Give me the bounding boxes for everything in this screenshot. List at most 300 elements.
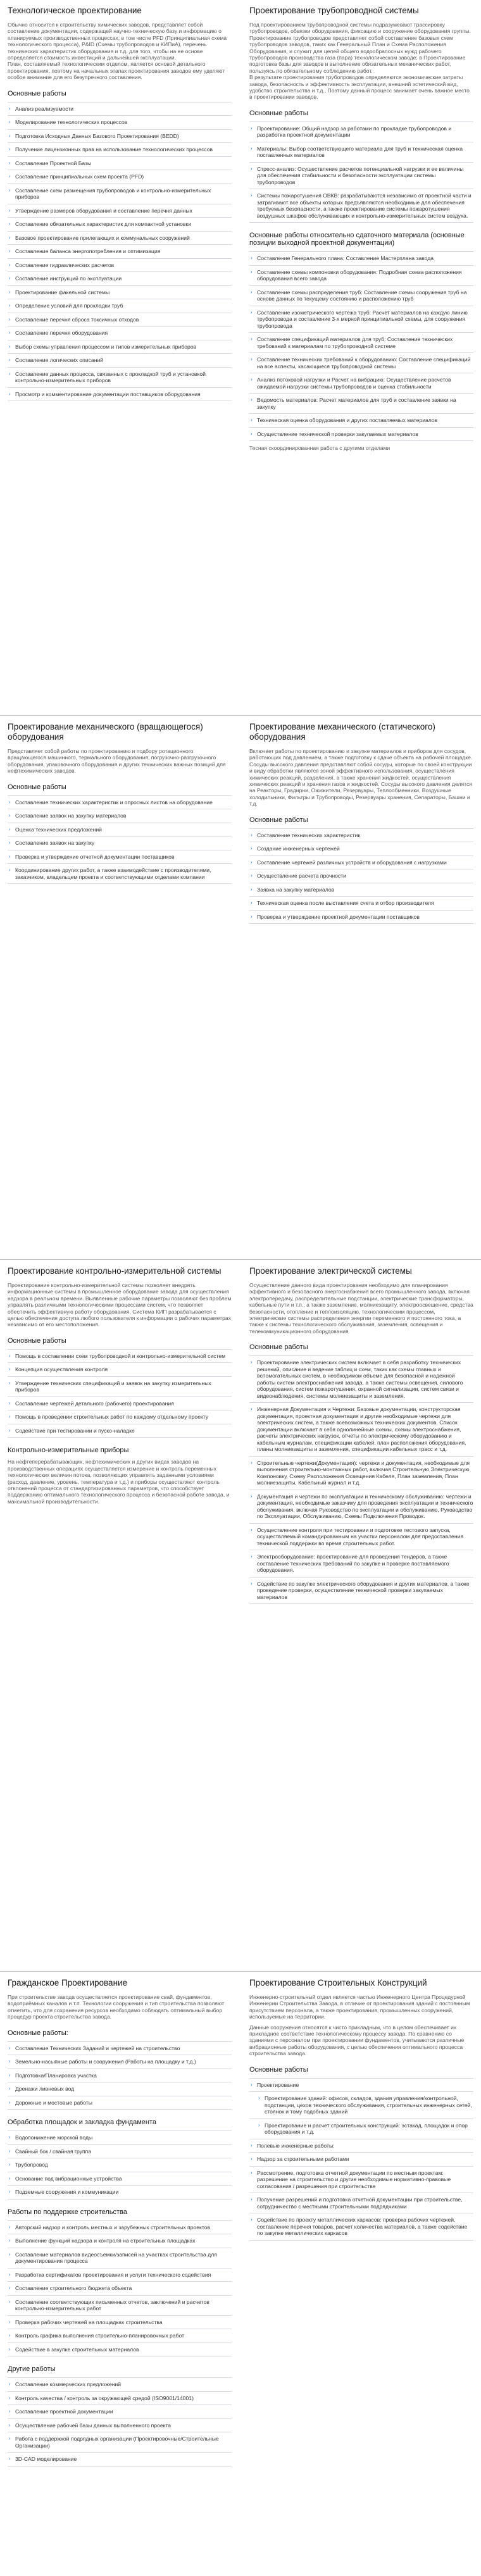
section-3 <box>0 1259 481 1962</box>
list-item-text: Оценка технических предложений <box>15 826 102 833</box>
bullet-chevron-icon: › <box>251 145 253 151</box>
bullet-chevron-icon: › <box>251 1580 253 1586</box>
bullet-chevron-icon: › <box>251 430 253 437</box>
list-item-text: Моделирование технологических процессов <box>15 119 128 126</box>
list-item <box>8 2316 232 2330</box>
list-item-text: Надзор за строительными работами <box>257 2156 349 2163</box>
list-item-text: Содействие по закупке электрического оборудования и других материалов, а также проведение проверки, осуществление технической проверки закупаемых материалов <box>257 1580 470 1600</box>
list-item <box>8 2432 232 2453</box>
list-item-text: Помощь в составлении схем трубопроводной и контрольно-измерительной систем <box>15 1352 226 1359</box>
bullet-chevron-icon: › <box>9 2251 11 2257</box>
list-item-text: Осуществление технической проверки закупаемых материалов <box>257 430 418 437</box>
bullet-chevron-icon: › <box>251 397 253 403</box>
intro-paragraph: При строительстве завода осуществляется проектирование свай, фундаментов, водоприёмных каналов и т.п. Технологии сооружения и тип строительства позволяют отметить, что для сохранения ресурсов необходимо соблюдать оптимальный выбор процедур проекта строительства завода. <box>8 1994 225 2020</box>
bullet-chevron-icon: › <box>9 1352 11 1359</box>
structural-design-title: Проектирование Строительных Конструкций <box>249 1978 427 1988</box>
bullet-chevron-icon: › <box>9 187 11 193</box>
bullet-chevron-icon: › <box>9 2175 11 2181</box>
list-item <box>8 313 232 327</box>
bullet-chevron-icon: › <box>251 900 253 906</box>
bullet-chevron-icon: › <box>9 2072 11 2078</box>
list-item <box>249 266 473 286</box>
bullet-chevron-icon: › <box>9 2134 11 2141</box>
list-item-text: Составление соответствующих письменных отчетов, заключений и расчетов контрольно-измерительных работ <box>15 2298 209 2312</box>
list-item <box>249 428 473 442</box>
list-item-text: Инженерная Документация и Чертежи: Базовые документации, конструкторская документация, проектная документация и другие необходимые чертежи для электрических систем, а также всевозможных технических документов. Список документации включает в себя однолинейные схемы, схемы электроснабжения, расчеты электрических нагрузок, отчеты по электрическому оборудованию и кабельным журналам, спецификации кабелей, план расположения оборудования, планы молниезащиты и заземления, спецификации кабельных трасс и т.д. <box>257 1406 466 1453</box>
other-works-list <box>8 2377 232 2467</box>
instrumentation-column <box>0 1260 240 1962</box>
list-item <box>249 2213 473 2241</box>
list-item <box>8 1397 232 1411</box>
bullet-chevron-icon: › <box>9 2456 11 2462</box>
list-item-text: Составление Генерального плана: Составление Мастерплана завода <box>257 255 434 262</box>
bullet-chevron-icon: › <box>9 370 11 376</box>
list-item <box>8 1377 232 1397</box>
list-item-text: Подземные сооружения и коммуникации <box>15 2189 119 2196</box>
bullet-chevron-icon: › <box>9 302 11 309</box>
list-item <box>8 2158 232 2172</box>
static-equipment-list <box>249 828 473 924</box>
rotating-equipment-list <box>8 795 232 885</box>
list-item <box>8 2419 232 2433</box>
list-item <box>249 2139 473 2153</box>
bullet-chevron-icon: › <box>9 2332 11 2339</box>
list-item <box>249 911 473 924</box>
list-item-text: Проектирование и расчет строительных конструкций: эстакад, площадок и опор оборудования и т.д. <box>265 2122 468 2136</box>
static-equipment-column <box>240 716 481 1253</box>
list-item <box>8 1410 232 1424</box>
list-item <box>8 388 232 402</box>
intro-paragraph: Обычно относится к строительству химических заводов, представляет собой составление документации, содержащей научно-техническую базу и информацию о планируемых производственных процессах, в том числе PFD (Принципиальная схема технологического процесса), P&ID (Схемы трубопроводов и КИПиА), перечень технических характеристик оборудования и т.д. для того, чтобы на ее основе определяется стоимость инвестиций и дальнейшей эксплуатации. <box>8 22 227 61</box>
bullet-chevron-icon: › <box>9 2318 11 2325</box>
list-item <box>8 2405 232 2419</box>
list-item <box>8 2055 232 2069</box>
bullet-chevron-icon: › <box>251 913 253 919</box>
section-1 <box>0 0 481 712</box>
list-item <box>8 299 232 313</box>
list-item <box>249 286 473 306</box>
bullet-chevron-icon: › <box>9 2298 11 2305</box>
bullet-chevron-icon: › <box>9 261 11 268</box>
list-title: Основные работы <box>249 109 308 117</box>
list-item <box>249 122 473 142</box>
bullet-chevron-icon: › <box>9 159 11 166</box>
intro-paragraph: Сосуды высокого давления представляют собой сосуды, которые по своей конструкции и виду обработки являются зоной эффективного использования, осуществления химических реакций, разделения, а также хранения жидкостей, осуществления химических реакций и хранения газов и жидкостей. Сосуды высокого давления делятся на Реакторы, Градирни, Ожижители, Резервуары, Теплообменники, Воздушные холодильники, Фильтры и Трубопроводы, Резервуары хранения, Сепараторы, Башни и т.д. <box>249 761 472 807</box>
bullet-chevron-icon: › <box>9 221 11 227</box>
bullet-chevron-icon: › <box>251 845 253 852</box>
bullet-chevron-icon: › <box>9 1427 11 1433</box>
list-item-text: Заявка на закупку материалов <box>257 886 335 893</box>
list-item <box>249 394 473 414</box>
list-item-text: Составление данных процесса, связанных с прокладкой труб и установкой контрольно-измерительных приборов <box>15 370 206 384</box>
list-item <box>249 829 473 843</box>
list-item-text: Содействие по проекту металлических каркасов: проверка рабочих чертежей, составление перечня товаров, расчет количества материалов, а также содействие по закупке металлических каркасов <box>257 2217 468 2237</box>
bullet-chevron-icon: › <box>9 343 11 349</box>
list-item-text: Дорожные и мостовые работы <box>15 2099 92 2106</box>
bullet-chevron-icon: › <box>9 812 11 819</box>
list-item-text: Составление заявок на закупку <box>15 840 95 847</box>
list-item <box>8 116 232 130</box>
list-item-text: Составление коммерческих предложений <box>15 2381 122 2388</box>
bullet-chevron-icon: › <box>251 268 253 275</box>
list-title: Основные работы <box>8 783 66 791</box>
list-item <box>249 2092 473 2119</box>
static-equipment-intro <box>249 748 473 807</box>
electrical-title: Проектирование электрической системы <box>249 1266 412 1276</box>
list-item <box>8 1350 232 1364</box>
bullet-chevron-icon: › <box>251 356 253 363</box>
bullet-chevron-icon: › <box>9 105 11 111</box>
section-4 <box>0 1971 481 2576</box>
bullet-chevron-icon: › <box>9 390 11 397</box>
list-title: Основные работы <box>249 2065 308 2074</box>
list-item-text: Составление схемы компоновки оборудования: Подробная схема расположения оборудования всего завода <box>257 268 462 282</box>
list-item <box>249 1457 473 1490</box>
list-item <box>249 897 473 911</box>
list-item-text: Помощь в проведении строительных работ по каждому отдельному проекту <box>15 1414 209 1421</box>
electrical-intro <box>249 1282 473 1335</box>
list-item-text: Системы пожаротушения ОВКВ: разрабатываются независимо от проектной части и затрагивают все объекты которых предъявляются необходимые для обеспечения требуемых безопасности, а также проектирование системы пожаротушения воздушных шкафов обслуживающих и контрольно-измерительных систем воздуха. <box>257 192 472 219</box>
intro-paragraph: Представляет собой работы по проектированию и подбору ротационного вращающегося машинного, термального оборудования, погрузочно-разгрузочного оборудования, упаковочного оборудования и других технических важных позиций для нефтехимических заводов. <box>8 748 226 775</box>
list-item-text: Составление логических описаний <box>15 357 104 364</box>
list-item-text: Составление спецификаций материалов для труб: Составление технических требований к материалам по трубопроводной системе <box>257 336 453 349</box>
list-item <box>8 340 232 354</box>
list-item-text: Содействие в закупке строительных материалов <box>15 2346 139 2353</box>
bullet-chevron-icon: › <box>9 2044 11 2051</box>
list-title: Другие работы <box>8 2365 56 2374</box>
list-item <box>8 218 232 232</box>
bullet-chevron-icon: › <box>9 2285 11 2291</box>
list-item-text: Составление Проектной Базы <box>15 159 92 166</box>
bullet-chevron-icon: › <box>9 2237 11 2244</box>
list-item <box>8 184 232 204</box>
list-item <box>249 142 473 163</box>
list-item-text: Рассмотрение, подготовка отчетной документации по местным проектам: разрешение на строительство и другие необходимые нормативно-правовые согласования / разрешения при строительстве <box>257 2169 451 2189</box>
list-item-text: Документация и чертежи по эксплуатации и техническому обслуживанию: чертежи и документация, необходимые заказчику для проведения эксплуатации и технического обслуживания, включая Руководство по эксплуатации и обслуживанию, Руководство по Эксплуатации, Обслуживанию, Схемы Подключения Проводок. <box>257 1493 473 1520</box>
intro-paragraph: План, составляемый технологическим отделом, является основой детального проектирования, поэтому на начальных этапах проектирования заводов ему уделяют особое внимание для его безупречного составления. <box>8 61 225 81</box>
bullet-chevron-icon: › <box>251 831 253 838</box>
list-item-text: Выполнение функций надзора и контроля на строительных площадках <box>15 2237 196 2244</box>
bullet-chevron-icon: › <box>9 853 11 859</box>
list-item-text: Трубопровод <box>15 2162 48 2168</box>
bullet-chevron-icon: › <box>251 417 253 423</box>
list-item <box>249 869 473 883</box>
list-item <box>8 286 232 300</box>
list-item-text: Электрооборудование: проектирование для проведения тендеров, а также составление технических требований по закупке и проверке поставляемого оборудования. <box>257 1553 449 1574</box>
list-item <box>8 157 232 171</box>
bullet-chevron-icon: › <box>9 2346 11 2352</box>
list-item <box>8 232 232 246</box>
bullet-chevron-icon: › <box>9 1379 11 1386</box>
bullet-chevron-icon: › <box>9 234 11 240</box>
civil-design-column <box>0 1972 240 2576</box>
bullet-chevron-icon: › <box>9 2189 11 2195</box>
list-item-text: Составление обязательных характеристик для компактной установки <box>15 221 191 228</box>
list-item <box>249 1550 473 1577</box>
list-title: Основные работы <box>249 1343 308 1352</box>
list-title: Основные работы относительно сдаточного материала (основные позиции выходной проектной документации) <box>249 232 465 247</box>
list-item <box>8 2069 232 2083</box>
list-item <box>8 259 232 273</box>
list-item-text: Техническая оценка после выставления счета и отбор производителя <box>257 900 434 907</box>
list-item-text: Полевые инженерные работы: <box>257 2142 335 2149</box>
list-title: Основные работы <box>8 1336 66 1345</box>
list-item <box>249 189 473 223</box>
list-item <box>8 272 232 286</box>
list-item-text: Проверка и утверждение отчетной документации поставщиков <box>15 853 175 860</box>
list-item <box>8 130 232 144</box>
list-item <box>8 864 232 884</box>
intro-paragraph: Инженерно-строительный отдел является частью Инженерного Центра Процедурной Инженерии Строительства Завода, в отличие от проектирования зданий с постоянным присутствием персонала, а также проектирования, промышленных сооружений, используемые на территории. <box>249 1994 470 2020</box>
intro-paragraph: В результате проектирования трубопроводов определяются экономические затраты завода, безопасность и эффективность эксплуатации, внешний эстетический вид, удобство строительства и т.д., Поэтому данный процесс занимает очень важное место в проектировании заводов. <box>249 74 470 101</box>
rotating-equipment-column <box>0 716 240 1253</box>
list-item <box>249 414 473 428</box>
list-item-text: Содействие при тестировании и пуско-наладке <box>15 1427 135 1434</box>
instrumentation-list <box>8 1349 232 1438</box>
list-item-text: Составление Технических Заданий и чертежей на строительство <box>15 2044 180 2051</box>
list-item <box>8 850 232 864</box>
piping-design-intro <box>249 22 473 101</box>
bullet-chevron-icon: › <box>251 2156 253 2162</box>
list-item-text: Строительные чертежи(Документация): чертежи и документация, необходимые для выполнения строительно-монтажных работ, включая Строительную Электрическую Компоновку, Схему Расположения Освещения Кабеля, План заземления, План молниезащиты, Кабельный журнал и т.д. <box>257 1459 470 1486</box>
bullet-chevron-icon: › <box>9 173 11 180</box>
list-item-text: Составление схем размещения трубопроводов и контрольно-измерительных приборов <box>15 187 211 201</box>
bullet-chevron-icon: › <box>251 2142 253 2148</box>
bullet-chevron-icon: › <box>251 859 253 865</box>
rotating-equipment-title: Проектирование механического (вращающегося) оборудования <box>8 722 203 742</box>
list-item-text: 3D-CAD моделирование <box>15 2456 77 2463</box>
list-item-text: Разработка сертификатов проектирования и услуги технического содействия <box>15 2271 211 2278</box>
list-item-text: Проверка и утверждение проектной документации поставщиков <box>257 913 420 920</box>
list-item-text: Составление строительного бюджета объекта <box>15 2285 132 2292</box>
list-item-text: Составление технических характеристик и опросных листов на оборудование <box>15 799 213 806</box>
bullet-chevron-icon: › <box>9 2408 11 2415</box>
list-item <box>249 1356 473 1403</box>
list-item-text: Проверка рабочих чертежей на площадках строительства <box>15 2318 163 2325</box>
civil-design-intro <box>8 1994 232 2020</box>
list-item <box>8 368 232 388</box>
list-item-text: Авторский надзор и контроль местных и зарубежных строительных проектов <box>15 2224 211 2231</box>
list-title: Основные работы <box>249 816 308 824</box>
list-item-text: Контроль графика выполнения строительно-планировочных работ <box>15 2332 185 2339</box>
intro-paragraph: Под проектированием трубопроводной системы подразумевают трассировку трубопроводов, обвязки оборудования, фиксацию и сооружение оборудования группы. Проектирование трубопроводов представляет собой составление базовых схем трубопроводов заводов, таких как Генеральный План и Схема Расположения Оборудования, и служит для целей общего водообрапосных нужд рабочего трубопроводов производства газа (пара) технологическом заводе; в Проектирование подготовка базы для заводов и выполнение обязательных механических работ, пользуясь по обязательному соблюдению работ. <box>249 22 471 74</box>
bullet-chevron-icon: › <box>9 867 11 873</box>
list-title: Обработка площадок и закладка фундамента <box>8 2119 157 2127</box>
structural-design-intro <box>249 1994 473 2057</box>
list-item-text: Получение разрешений и подготовка отчетной документации при строительстве, сотрудничество с местными строительными подрядчиками <box>257 2196 463 2210</box>
list-item-text: Составление принципиальных схем проекта (PFD) <box>15 173 144 180</box>
list-item-text: Выбор схемы управления процессом и типов измерительных приборов <box>15 343 197 350</box>
list-item-text: Подготовка/Планировка участка <box>15 2072 97 2079</box>
bullet-chevron-icon: › <box>9 2394 11 2401</box>
bullet-chevron-icon: › <box>251 1359 253 1366</box>
list-title: Основные работы: <box>8 2029 68 2037</box>
list-item <box>8 245 232 259</box>
bullet-chevron-icon: › <box>251 1459 253 1465</box>
list-item <box>249 306 473 333</box>
list-item <box>249 856 473 870</box>
structural-design-column <box>240 1972 481 2576</box>
construction-support-list <box>8 2220 232 2357</box>
list-item-text: Проектирование: Общий надзор за работами по прокладке трубопроводов и разработка проектной документации <box>257 125 452 139</box>
list-item <box>8 2343 232 2357</box>
list-item-text: Осуществление рабочей базы данных выполненного проекта <box>15 2422 172 2429</box>
list-item <box>249 2119 473 2139</box>
instrumentation-paragraph: На нефтеперерабатывающих, нефтехимических и других видах заводов на производственных операциях осуществляется измерение и контроль переменных технологических величин потока, позволяющих управлять заданными условиями (расход, давление, уровень, температура и т.д.) и приборы осуществляют контроль отклонений процесса от стандартизированных параметров, что способствует поддержанию оптимального технологического процесса и безопасной работе завода, и максимальной производительности. <box>8 1459 230 1505</box>
list-item-text: Просмотр и комментирование документации поставщиков оборудования <box>15 390 201 397</box>
bullet-chevron-icon: › <box>9 248 11 254</box>
list-item <box>8 170 232 184</box>
bullet-chevron-icon: › <box>9 2099 11 2105</box>
bullet-chevron-icon: › <box>9 357 11 363</box>
bullet-chevron-icon: › <box>9 2162 11 2168</box>
list-item <box>8 2248 232 2268</box>
list-item-text: Составление инструкций по эксплуатации <box>15 275 122 282</box>
bullet-chevron-icon: › <box>251 255 253 261</box>
list-item <box>8 143 232 157</box>
list-item <box>8 796 232 810</box>
list-item-text: Осуществление расчета прочности <box>257 873 346 880</box>
bullet-chevron-icon: › <box>9 330 11 336</box>
list-item-text: Подготовка Исходных Данных Базового Проектирования (BEDD) <box>15 132 179 139</box>
list-item-text: Анализ потоковой нагрузки и Расчет на вибрацию: Осуществление расчетов ожидаемой нагрузки системы трубопроводов и оценка стабильности <box>257 376 451 390</box>
list-item <box>249 353 473 373</box>
intro-paragraph: Осуществление данного вида проектирования необходимо для планирования эффективного и безопасного энергоснабжения всего промышленного завода, включая электропередачу, распределительные подстанции, электрические трансформаторы, кабельные пути и т.п., а также заземление, молниезащиту, электроосвещение, средства безопасности, отопление и теплоизоляцию, технологическим процессом, электрические системы распределения энергии переменного и постоянного тока, а также к системы технологического обслуживания, заземления, освещения и телекоммуникационного оборудования. <box>249 1282 473 1335</box>
list-item-text: Техническая оценка оборудования и других поставляемых материалов <box>257 417 438 424</box>
bullet-chevron-icon: › <box>9 207 11 213</box>
list-item-text: Проектирование электрических систем включает в себя разработку технических решений, описание и ведение таблиц и схем, таких как схемы главных и вспомогательных систем, в необходимом объеме для безопасной и надежной работы систем электроснабжения завода, а также системы освещения, силового оборудования, систем пожаротушения, охранной сигнализации, систем связи и видеонаблюдения, системы молниезащиты и заземления. <box>257 1359 463 1399</box>
piping-works-list <box>249 121 473 223</box>
list-item-text: Составление схемы распределения труб: Составление схемы сооружения труб на основе данных по текущему состоянию и расположению труб <box>257 289 467 302</box>
bullet-chevron-icon: › <box>251 1553 253 1560</box>
list-item-text: Утверждение технических спецификаций и заявок на закупку измерительных приборов <box>15 1379 211 1393</box>
list-item-text: Составление заявок на закупку материалов <box>15 812 127 819</box>
instrumentation-intro <box>8 1282 232 1328</box>
list-item-text: Материалы: Выбор соответствующего материала для труб и техническая оценка поставленных материалов <box>257 145 463 159</box>
process-design-intro <box>8 22 232 81</box>
bullet-chevron-icon: › <box>251 192 253 199</box>
piping-deliverables-list <box>249 251 473 441</box>
intro-paragraph: Проектирование контрольно-измерительной системы позволяет внедрять информационные системы в промышленное оборудование завода для осуществления надзора в реальном времени. Выявленные рабочие параметры позволяют без проблем управлять различными технологическими процессами систем, что позволяет обеспечить эффективную работу оборудования. Система КИП разрабатывается с целью обеспечения доступа любого пользователя к информации о рабочих параметрах независимо от его местоположения. <box>8 1282 232 1328</box>
piping-design-column <box>240 0 481 712</box>
process-design-list <box>8 102 232 402</box>
list-item-text: Свайный бок / свайная группа <box>15 2148 92 2155</box>
list-item-text: Проектирование факельной системы <box>15 289 110 296</box>
bullet-chevron-icon: › <box>251 1406 253 1412</box>
instrumentation-title: Проектирование контрольно-измерительной системы <box>8 1266 222 1276</box>
bullet-chevron-icon: › <box>9 275 11 282</box>
list-item <box>8 2392 232 2406</box>
list-item-text: Земельно-насыпные работы и сооружения (Работы на площадку и т.д.) <box>15 2058 196 2065</box>
list-item <box>8 204 232 218</box>
bullet-chevron-icon: › <box>251 2217 253 2223</box>
list-item <box>8 2453 232 2467</box>
bullet-chevron-icon: › <box>251 336 253 342</box>
bullet-chevron-icon: › <box>251 1493 253 1499</box>
list-item-text: Определение условий для прокладки труб <box>15 302 123 309</box>
list-item <box>8 2378 232 2392</box>
list-item <box>249 333 473 353</box>
bullet-chevron-icon: › <box>251 873 253 879</box>
list-item <box>8 2186 232 2200</box>
list-item <box>8 103 232 116</box>
list-item-text: Составление перечня оборудования <box>15 330 108 337</box>
list-item <box>8 2172 232 2186</box>
bullet-chevron-icon: › <box>9 1366 11 1372</box>
bullet-chevron-icon: › <box>251 309 253 315</box>
list-item <box>249 2193 473 2213</box>
intro-paragraph: Включает работы по проектированию и закупке материалов и приборов для сосудов, работающих под давлением, а также подготовку к сдаче объекта на рабочей площадке. <box>249 748 473 761</box>
list-item-text: Составление перечня сброса токсичных отходов <box>15 316 139 323</box>
bullet-chevron-icon: › <box>9 2436 11 2442</box>
bullet-chevron-icon: › <box>251 1526 253 1533</box>
bullet-chevron-icon: › <box>251 165 253 171</box>
bullet-chevron-icon: › <box>251 2081 253 2088</box>
bullet-chevron-icon: › <box>9 799 11 805</box>
list-item <box>249 252 473 266</box>
bullet-chevron-icon: › <box>9 1414 11 1420</box>
list-item-text: Утверждение размеров оборудования и составление перечня данных <box>15 207 192 214</box>
list-item <box>249 1524 473 1551</box>
bullet-chevron-icon: › <box>9 146 11 152</box>
civil-works-list <box>8 2041 232 2110</box>
list-item-text: Основание под вибрационные устройства <box>15 2175 122 2182</box>
list-item-text: Осуществление контроля при тестировании и подготовке тестового запуска, осуществляемый командированным на участки персоналом для предоставления технической поддержки во время строительных работ. <box>257 1526 464 1546</box>
list-item <box>249 883 473 897</box>
process-design-column <box>0 0 240 712</box>
list-item-text: Составление баланса энергопотребления и оптимизация <box>15 248 161 255</box>
bullet-chevron-icon: › <box>9 119 11 125</box>
list-item-text: Проектирование зданий: офисов, складов, здания управления/контрольной, подстанции, цехов технического обслуживания, строительных инженерных сетей, стоянок и тому подобных зданий <box>265 2095 472 2115</box>
bullet-chevron-icon: › <box>9 2148 11 2154</box>
list-item-text: Контроль качества / контроль за окружающей средой (ISO9001/14001) <box>15 2394 194 2401</box>
list-item <box>249 163 473 190</box>
list-item <box>8 2082 232 2096</box>
bullet-chevron-icon: › <box>258 2122 260 2128</box>
list-item-text: Концепция осуществления контроля <box>15 1366 108 1373</box>
list-item-text: Составление изометрического чертежа труб: Расчет материалов на каждую линию трубопровода и составление 3-х мерной принципиальной схемы, для сооружения трубопровода <box>257 309 468 329</box>
bullet-chevron-icon: › <box>9 289 11 295</box>
bullet-chevron-icon: › <box>9 840 11 846</box>
list-item <box>8 2042 232 2056</box>
list-item <box>8 837 232 850</box>
bullet-chevron-icon: › <box>251 2169 253 2175</box>
list-item-text: Дренажи ливневых вод <box>15 2086 75 2093</box>
list-item <box>249 1403 473 1457</box>
list-item-text: Работа с поддержкой подрядных организации (Проектировочные/Строительные Организации) <box>15 2436 219 2449</box>
list-item-text: Составление проектной документации <box>15 2408 113 2415</box>
foundation-list <box>8 2131 232 2200</box>
rotating-equipment-intro <box>8 748 232 775</box>
list-title: Основные работы <box>8 89 66 97</box>
list-item <box>8 327 232 340</box>
list-item-text: Базовое проектирование прилегающих и коммунальных сооружений <box>15 234 190 241</box>
bullet-chevron-icon: › <box>251 125 253 131</box>
list-item <box>8 2131 232 2145</box>
bullet-chevron-icon: › <box>9 2058 11 2065</box>
list-item <box>8 1363 232 1377</box>
bullet-chevron-icon: › <box>251 289 253 295</box>
bullet-chevron-icon: › <box>258 2095 260 2101</box>
list-item-text: Составление материалов видеосъемки/записей на участках строительства для документирования процесса <box>15 2251 217 2265</box>
bullet-chevron-icon: › <box>9 2422 11 2428</box>
list-item-text: Составление технических характеристик <box>257 831 361 838</box>
list-item <box>8 2268 232 2282</box>
list-item-text: Водопонижение морской воды <box>15 2134 93 2141</box>
list-item-text: Создание инженерных чертежей <box>257 845 340 852</box>
bullet-chevron-icon: › <box>251 2196 253 2203</box>
list-item <box>8 809 232 823</box>
